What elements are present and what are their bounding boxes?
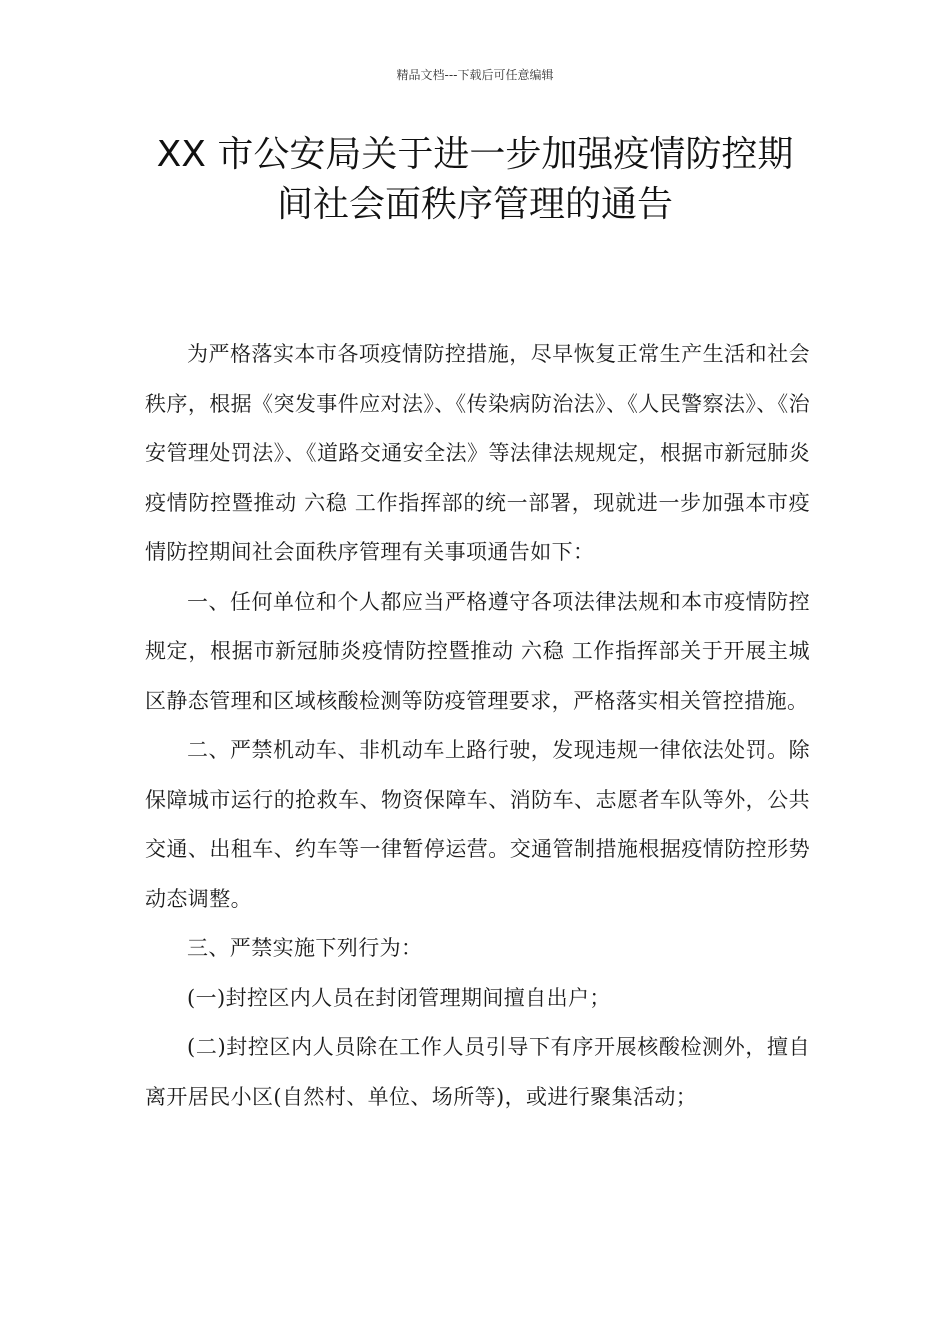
document-body <box>145 330 810 1122</box>
intro-paragraph: 为严格落实本市各项疫情防控措施，尽早恢复正常生产生活和社会秩序，根据《突发事件应对法》、《传染病防治法》、《人民警察法》、《治安管理处罚法》、《道路交通安全法》等法律法规规定，根据市新冠肺炎疫情防控暨推动 六稳 工作指挥部的统一部署，现就进一步加强本市疫情防控期间社会面秩序管理有关事项通告如下： <box>145 342 810 564</box>
document-title <box>120 130 830 230</box>
section-three-heading: 三、严禁实施下列行为： <box>187 936 423 960</box>
page-header: 精品文档---下载后可任意编辑 <box>396 68 554 82</box>
item-one-paragraph: (一)封控区内人员在封闭管理期间擅自出户； <box>187 985 611 1010</box>
title-line-1: XX 市公安局关于进一步加强疫情防控期 <box>156 134 794 175</box>
item-two-paragraph: (二)封控区内人员除在工作人员引导下有序开展核酸检测外，擅自离开居民小区(自然村、单位、场所等)，或进行聚集活动； <box>145 1035 810 1109</box>
section-one-paragraph: 一、任何单位和个人都应当严格遵守各项法律法规和本市疫情防控规定，根据市新冠肺炎疫情防控暨推动 六稳 工作指挥部关于开展主城区静态管理和区域核酸检测等防疫管理要求，严格落实相关管控措施。 <box>145 589 810 713</box>
section-two-paragraph: 二、严禁机动车、非机动车上路行驶，发现违规一律依法处罚。除保障城市运行的抢救车、物资保障车、消防车、志愿者车队等外，公共交通、出租车、约车等一律暂停运营。交通管制措施根据疫情防控形势动态调整。 <box>145 738 810 911</box>
title-line-2: 间社会面秩序管理的通告 <box>276 184 673 225</box>
